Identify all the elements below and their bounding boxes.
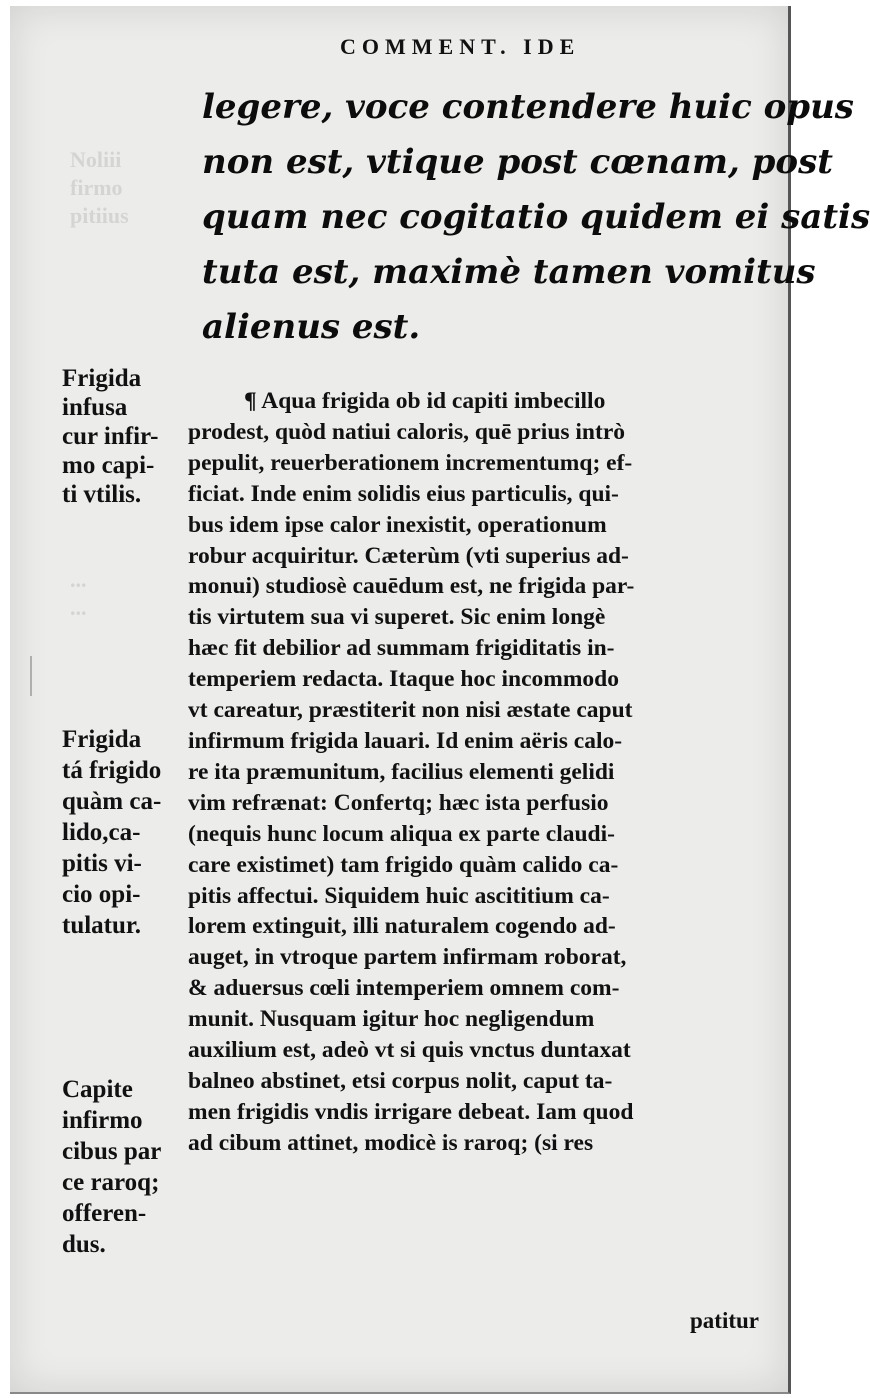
text-line: temperiem redacta. Itaque hoc incommodo [188, 666, 619, 693]
text-line: re ita præmunitum, facilius elementi gelidi [188, 758, 615, 785]
text-line: monui) studiosè cauēdum est, ne frigida par- [188, 573, 635, 600]
text-line: balneo abstinet, etsi corpus nolit, caput ta- [188, 1067, 613, 1094]
book-page [10, 6, 870, 1394]
text-line: pepulit, reuerberationem incrementumq; ef- [188, 449, 633, 476]
note-line: Capite [62, 1076, 133, 1103]
body-text-block [188, 386, 778, 1159]
marginal-note-2 [62, 724, 200, 941]
note-line: Frigida [62, 365, 142, 392]
text-line: hæc fit debilior ad summam frigiditatis in- [188, 635, 615, 662]
running-head: COMMENT. IDE [340, 34, 581, 59]
text-line: & aduersus cœli intemperiem omnem com- [188, 975, 620, 1002]
text-line: auxilium est, adeò vt si quis vnctus duntaxat [188, 1037, 631, 1064]
text-line: robur acquiritur. Cæterùm (vti superius ad- [188, 542, 629, 569]
text-line: tuta est, maximè tamen vomitus [202, 252, 816, 292]
text-line: prodest, quòd natiui caloris, quē prius intrò [188, 418, 626, 445]
text-line: legere, voce contendere huic opus [202, 87, 854, 127]
note-line: tá frigido [62, 757, 162, 784]
text-line: munit. Nusquam igitur hoc negligendum [188, 1006, 595, 1033]
text-line: vt careatur, præstiterit non nisi æstate caput [188, 697, 633, 724]
text-line: care existimet) tam frigido quàm calido ca- [188, 851, 619, 878]
catchword: patitur [690, 1308, 759, 1333]
italic-text-block [202, 80, 870, 355]
margin-mark [30, 656, 32, 696]
text-line: ¶ Aqua frigida ob id capiti imbecillo [244, 388, 606, 414]
note-line: infusa [62, 394, 128, 421]
note-line: Frigida [62, 726, 142, 753]
text-line: alienus est. [202, 307, 421, 347]
note-line: cio opi- [62, 881, 141, 908]
note-line: infirmo [62, 1107, 143, 1134]
bleed-through-text: Noliii firmo pitiius [70, 147, 129, 228]
note-line: mo capi- [62, 452, 155, 479]
text-line: non est, vtique post cœnam, post [202, 142, 833, 182]
text-line: ficiat. Inde enim solidis eius particulis, qui- [188, 480, 619, 507]
note-line: dus. [62, 1231, 106, 1258]
text-line: men frigidis vndis irrigare debeat. Iam quod [188, 1098, 634, 1125]
note-line: ce raroq; [62, 1169, 160, 1196]
note-line: offeren- [62, 1200, 147, 1227]
note-line: lido,ca- [62, 819, 141, 846]
text-line: pitis affectui. Siquidem huic ascititium ca- [188, 882, 610, 909]
bleed-through-text: ... ... [70, 567, 87, 620]
text-line: ad cibum attinet, modicè is raroq; (si res [188, 1129, 594, 1156]
text-line: vim refrænat: Confertq; hæc ista perfusio [188, 789, 609, 816]
note-line: tulatur. [62, 912, 141, 939]
text-line: bus idem ipse calor inexistit, operationum [188, 511, 607, 538]
text-line: quam nec cogitatio quidem ei satis [202, 197, 870, 237]
marginal-note-3 [62, 1074, 200, 1260]
marginal-note-1 [62, 364, 200, 509]
text-line: (nequis hunc locum aliqua ex parte claudi- [188, 820, 615, 847]
note-line: cur infir- [62, 423, 159, 450]
text-line: auget, in vtroque partem infirmam roborat, [188, 944, 627, 971]
text-line: tis virtutem sua vi superet. Sic enim longè [188, 604, 606, 631]
note-line: cibus par [62, 1138, 162, 1165]
note-line: pitis vi- [62, 850, 142, 877]
text-line: lorem extinguit, illi naturalem cogendo ad- [188, 913, 616, 940]
note-line: quàm ca- [62, 788, 162, 815]
text-line: infirmum frigida lauari. Id enim aëris calo- [188, 727, 623, 754]
note-line: ti vtilis. [62, 481, 142, 508]
